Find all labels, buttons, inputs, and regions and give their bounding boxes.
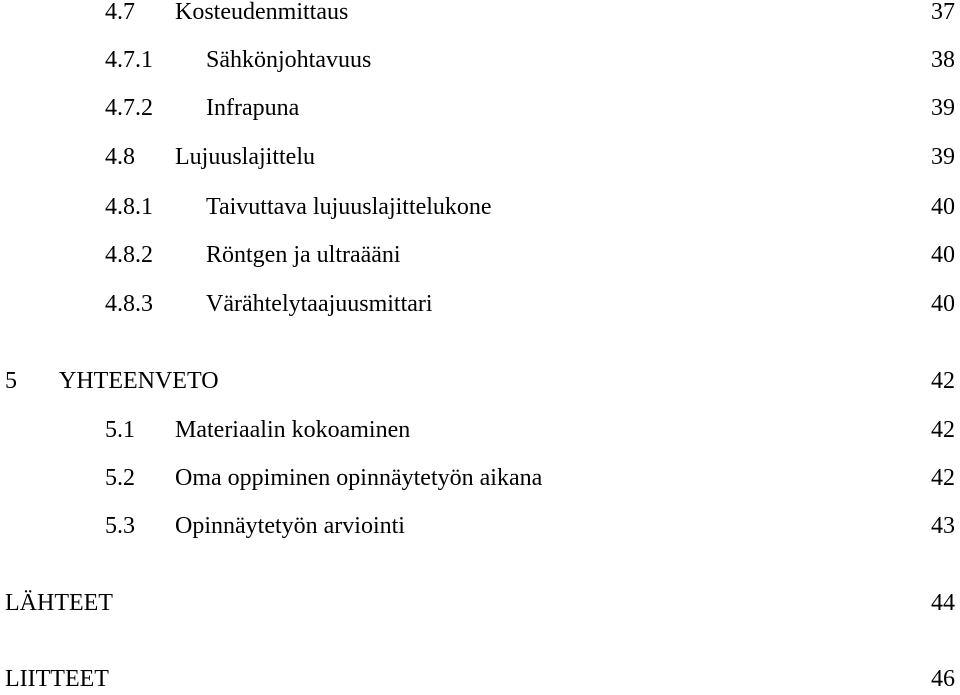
toc-entry-5-3 [0,510,960,542]
toc-entry-5-2 [0,462,960,494]
toc-entry-page: 42 [931,417,955,443]
toc-entry-page: 37 [931,0,955,25]
toc-entry-title: LIITTEET [5,666,109,692]
toc-entry-number: 5.2 [105,465,135,491]
toc-entry-4-8-1 [0,191,960,223]
toc-entry-title: LÄHTEET [5,590,113,616]
toc-entry-title: Röntgen ja ultraääni [206,242,401,268]
toc-entry-page: 44 [931,590,955,616]
toc-entry-page: 42 [931,368,955,394]
toc-entry-page: 40 [931,291,955,317]
toc-entry-title: Infrapuna [206,95,300,121]
toc-entry-4-7-1 [0,44,960,76]
toc-entry-4-7 [0,0,960,28]
toc-entry-title: Taivuttava lujuuslajittelukone [206,194,492,220]
toc-entry-title: Sähkönjohtavuus [206,47,372,73]
toc-entry-title: Värähtelytaajuusmittari [206,291,433,317]
toc-entry-page: 38 [931,47,955,73]
toc-entry-number: 5 [5,368,17,394]
toc-entry-page: 43 [931,513,955,539]
toc-entry-5 [0,365,960,397]
toc-entry-number: 4.8.1 [105,194,153,220]
toc-entry-title: Opinnäytetyön arviointi [175,513,405,539]
toc-entry-number: 4.8 [105,144,135,170]
toc-entry-lahteet [0,587,960,619]
toc-entry-number: 4.7.1 [105,47,153,73]
toc-entry-number: 4.7 [105,0,135,25]
toc-entry-title: Materiaalin kokoaminen [175,417,411,443]
toc-entry-4-8-3 [0,288,960,320]
toc-entry-number: 5.1 [105,417,135,443]
toc-entry-page: 46 [931,666,955,692]
toc-entry-number: 5.3 [105,513,135,539]
toc-entry-number: 4.8.3 [105,291,153,317]
toc-entry-title: Oma oppiminen opinnäytetyön aikana [175,465,543,491]
toc-entry-title: Lujuuslajittelu [175,144,315,170]
toc-entry-4-7-2 [0,92,960,124]
toc-entry-liitteet [0,663,960,695]
toc-entry-4-8-2 [0,239,960,271]
toc-entry-page: 42 [931,465,955,491]
toc-entry-5-1 [0,414,960,446]
toc-entry-page: 40 [931,242,955,268]
toc-entry-title: Kosteudenmittaus [175,0,349,25]
toc-entry-page: 39 [931,95,955,121]
toc-entry-title: YHTEENVETO [59,368,219,394]
toc-entry-page: 40 [931,194,955,220]
toc-entry-4-8 [0,141,960,173]
toc-entry-number: 4.7.2 [105,95,153,121]
toc-entry-number: 4.8.2 [105,242,153,268]
toc-entry-page: 39 [931,144,955,170]
